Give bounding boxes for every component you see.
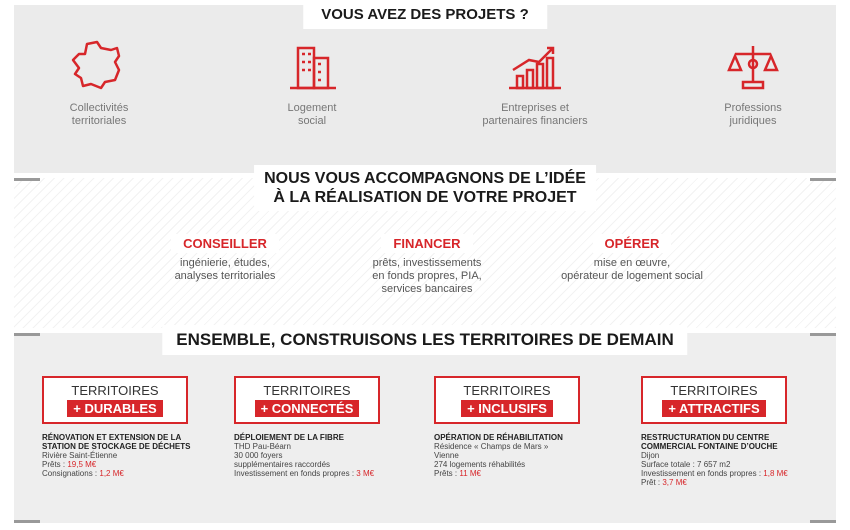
card-line: THD Pau-Béarn [234, 442, 291, 451]
badge-bottom: + ATTRACTIFS [662, 400, 765, 417]
scales-icon [721, 40, 785, 92]
building-icon [280, 40, 344, 92]
corner-rule [14, 333, 40, 336]
card-line: supplémentaires raccordés [234, 460, 331, 469]
badge-bottom: + DURABLES [67, 400, 162, 417]
support-title-line1: NOUS VOUS ACCOMPAGNONS DE L’IDÉE [264, 170, 586, 187]
card-heading: RESTRUCTURATION DU CENTRE COMMERCIAL FONTAINE D’OUCHE [641, 433, 778, 451]
corner-rule [14, 178, 40, 181]
card-inclusifs [434, 376, 634, 478]
pillar-financer [332, 234, 522, 296]
growth-chart-icon [503, 40, 567, 92]
pillar-title: FINANCER [381, 234, 472, 253]
card-line: Investissement en fonds propres : 3 M€ [234, 469, 375, 478]
support-title [254, 165, 596, 211]
card-line: Surface totale : 7 657 m2 [641, 460, 731, 469]
badge-bottom: + INCLUSIFS [461, 400, 553, 417]
pillar-description: prêts, investissements en fonds propres, PIA, services bancaires [372, 257, 482, 295]
card-line: Investissement en fonds propres : 1,8 M€ [641, 469, 788, 478]
card-heading: RÉNOVATION ET EXTENSION DE LA STATION DE STOCKAGE DE DÉCHETS [42, 433, 191, 451]
badge-bottom: + CONNECTÉS [255, 400, 360, 417]
badge-top: TERRITOIRES [71, 383, 159, 398]
territory-badge [641, 376, 787, 424]
territory-badge [434, 376, 580, 424]
category-collectivites [24, 40, 174, 128]
card-line: Prêts : 19,5 M€ [42, 460, 97, 469]
card-attractifs [641, 376, 841, 487]
badge-top: TERRITOIRES [263, 383, 351, 398]
france-map-icon [67, 40, 131, 92]
pillar-title: CONSEILLER [171, 234, 279, 253]
territories-title: ENSEMBLE, CONSTRUISONS LES TERRITOIRES DE DEMAIN [162, 325, 687, 355]
category-label: Logement social [287, 102, 337, 127]
territory-badge [234, 376, 380, 424]
corner-rule [810, 333, 836, 336]
card-line: Prêt : 3,7 M€ [641, 478, 687, 487]
card-line: Vienne [434, 451, 459, 460]
pillar-description: ingénierie, études, analyses territoriales [174, 257, 276, 282]
badge-top: TERRITOIRES [670, 383, 758, 398]
corner-rule [810, 520, 836, 523]
category-logement [237, 40, 387, 128]
card-line: 30 000 foyers [234, 451, 283, 460]
support-title-line2: À LA RÉALISATION DE VOTRE PROJET [273, 189, 577, 206]
card-line: Consignations : 1,2 M€ [42, 469, 124, 478]
category-entreprises [460, 40, 610, 128]
pillar-title: OPÉRER [593, 234, 672, 253]
category-label: Entreprises et partenaires financiers [482, 102, 588, 127]
badge-top: TERRITOIRES [463, 383, 551, 398]
corner-rule [14, 520, 40, 523]
card-line: 274 logements réhabilités [434, 460, 526, 469]
pillar-description: mise en œuvre, opérateur de logement social [561, 257, 703, 282]
card-line: Dijon [641, 451, 660, 460]
category-juridiques [678, 40, 828, 128]
territory-badge [42, 376, 188, 424]
category-label: Collectivités territoriales [69, 102, 129, 127]
card-line: Rivière Saint-Étienne [42, 451, 118, 460]
card-durables [42, 376, 242, 478]
pillar-operer [537, 234, 727, 283]
card-line: Résidence « Champs de Mars » [434, 442, 549, 451]
card-connectes [234, 376, 434, 478]
category-label: Professions juridiques [724, 102, 782, 127]
corner-rule [810, 178, 836, 181]
card-line: Prêts : 11 M€ [434, 469, 481, 478]
card-heading: DÉPLOIEMENT DE LA FIBRE [234, 433, 344, 442]
card-heading: OPÉRATION DE RÉHABILITATION [434, 433, 563, 442]
pillar-conseiller [130, 234, 320, 283]
projects-title: VOUS AVEZ DES PROJETS ? [303, 0, 547, 29]
